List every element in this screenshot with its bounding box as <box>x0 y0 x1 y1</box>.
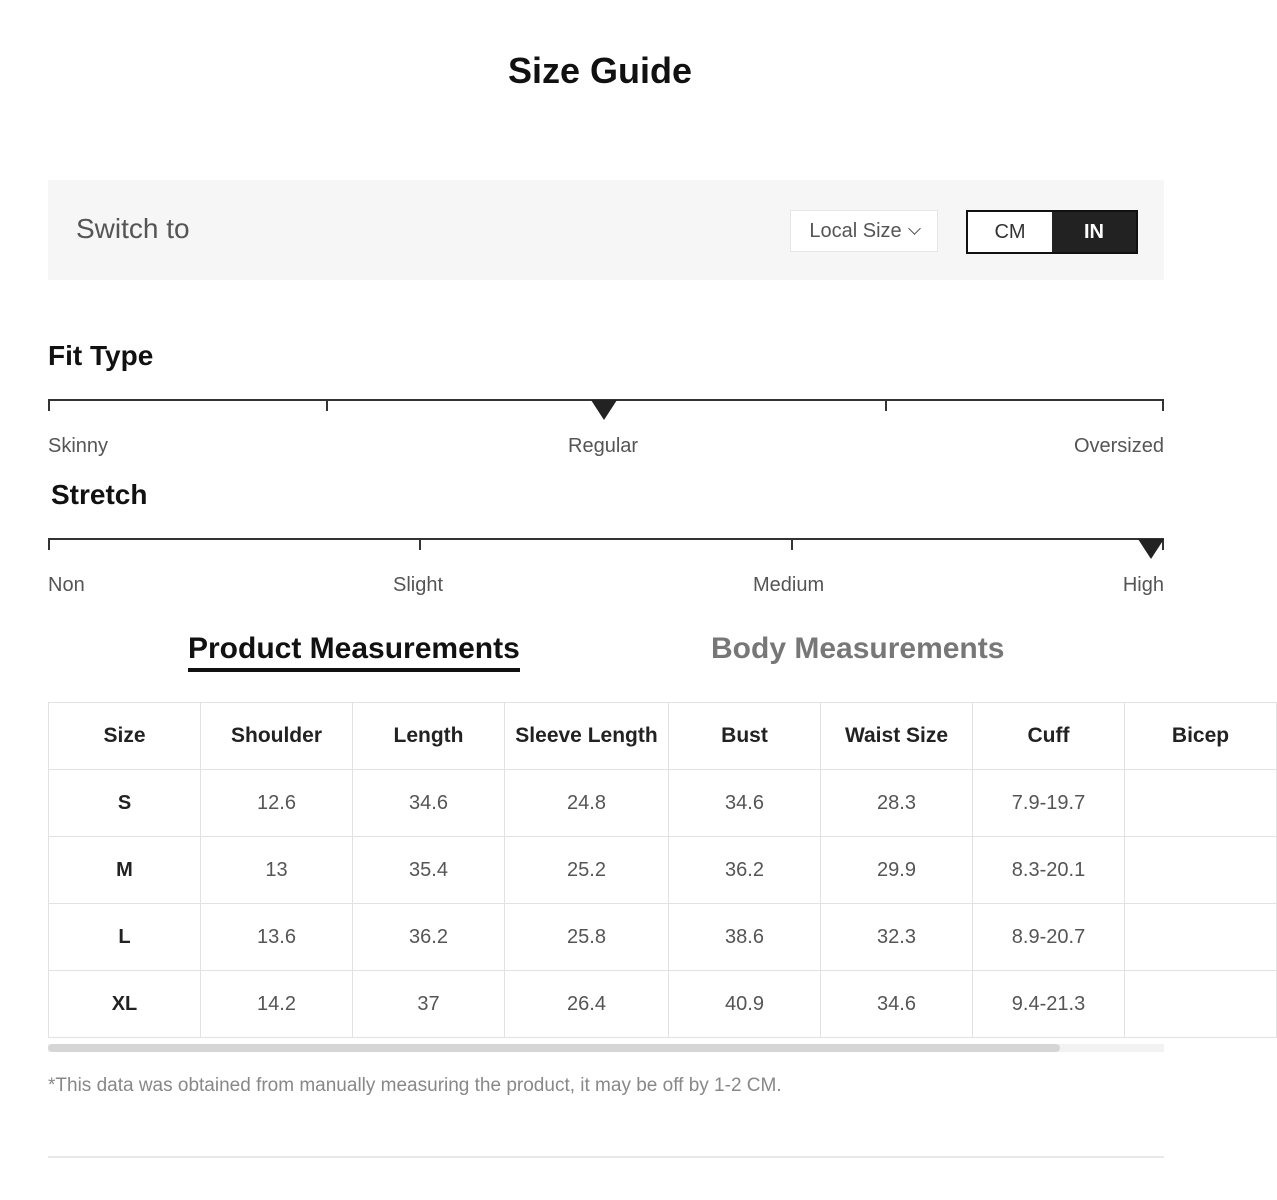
fit-type-label: Fit Type <box>48 340 154 371</box>
fit-level-oversized: Oversized <box>1073 435 1164 457</box>
stretch-scale <box>48 538 1164 598</box>
table-cell <box>1125 837 1277 904</box>
table-cell: XL <box>49 971 201 1038</box>
col-header-sleeve-length: Sleeve Length <box>505 703 669 770</box>
stretch-level-high: High <box>1122 574 1164 596</box>
stretch-label: Stretch <box>51 479 148 510</box>
table-cell: 8.9-20.7 <box>973 904 1125 971</box>
stretch-scale-line <box>48 538 1164 540</box>
table-cell: M <box>49 837 201 904</box>
table-cell: 25.2 <box>505 837 669 904</box>
table-cell: 36.2 <box>669 837 821 904</box>
switch-label: Switch to <box>76 213 190 244</box>
stretch-level-medium: Medium <box>753 574 825 596</box>
stretch-tick <box>791 538 793 550</box>
table-cell: 9.4-21.3 <box>973 971 1125 1038</box>
table-row <box>49 837 1277 904</box>
col-header-bust: Bust <box>669 703 821 770</box>
fit-level-regular: Regular <box>568 435 639 457</box>
table-cell: 32.3 <box>821 904 973 971</box>
fit-type-scale <box>48 399 1164 459</box>
table-cell: 34.6 <box>821 971 973 1038</box>
table-row <box>49 904 1277 971</box>
col-header-size: Size <box>49 703 201 770</box>
table-cell: 13 <box>201 837 353 904</box>
stretch-tick <box>419 538 421 550</box>
table-cell: L <box>49 904 201 971</box>
table-cell: 13.6 <box>201 904 353 971</box>
table-cell <box>1125 971 1277 1038</box>
table-cell: 34.6 <box>353 770 505 837</box>
table-cell: 7.9-19.7 <box>973 770 1125 837</box>
table-cell: 26.4 <box>505 971 669 1038</box>
fit-type-tick <box>326 399 328 411</box>
fit-level-skinny: Skinny <box>48 435 109 457</box>
measurement-table-container[interactable] <box>48 702 1230 1042</box>
table-cell: 8.3-20.1 <box>973 837 1125 904</box>
chevron-down-icon <box>908 222 921 235</box>
table-cell: 36.2 <box>353 904 505 971</box>
page-title: Size Guide <box>507 50 693 91</box>
unit-switch-bar <box>48 180 1164 280</box>
unit-in-button[interactable]: IN <box>1052 212 1136 252</box>
table-cell: 24.8 <box>505 770 669 837</box>
table-cell: 12.6 <box>201 770 353 837</box>
stretch-level-non: Non <box>48 574 85 596</box>
table-cell: 38.6 <box>669 904 821 971</box>
table-cell: 29.9 <box>821 837 973 904</box>
table-header-row <box>49 703 1277 770</box>
table-cell: 25.8 <box>505 904 669 971</box>
bottom-divider <box>48 1156 1164 1158</box>
table-cell: 35.4 <box>353 837 505 904</box>
table-cell: 37 <box>353 971 505 1038</box>
unit-cm-button[interactable]: CM <box>968 212 1052 252</box>
scrollbar-thumb[interactable] <box>48 1044 1060 1052</box>
table-cell: S <box>49 770 201 837</box>
stretch-tick <box>48 538 50 550</box>
local-size-label: Local Size <box>809 219 902 242</box>
local-size-dropdown[interactable] <box>790 210 938 252</box>
stretch-level-slight: Slight <box>393 574 444 596</box>
table-cell: 34.6 <box>669 770 821 837</box>
col-header-shoulder: Shoulder <box>201 703 353 770</box>
col-header-bicep: Bicep <box>1125 703 1277 770</box>
col-header-cuff: Cuff <box>973 703 1125 770</box>
fit-type-marker-icon <box>591 400 617 420</box>
table-row <box>49 770 1277 837</box>
stretch-marker-icon <box>1138 539 1164 559</box>
table-cell <box>1125 904 1277 971</box>
tab-product-measurements[interactable]: Product Measurements <box>188 632 520 665</box>
measurement-note: *This data was obtained from manually measuring the product, it may be off by 1-2 CM. <box>48 1075 782 1096</box>
table-cell <box>1125 770 1277 837</box>
table-cell: 28.3 <box>821 770 973 837</box>
fit-type-tick <box>885 399 887 411</box>
unit-toggle <box>966 210 1138 254</box>
col-header-waist-size: Waist Size <box>821 703 973 770</box>
measurement-table <box>48 702 1277 1038</box>
tab-body-measurements[interactable]: Body Measurements <box>711 632 1005 665</box>
table-cell: 40.9 <box>669 971 821 1038</box>
table-cell: 14.2 <box>201 971 353 1038</box>
col-header-length: Length <box>353 703 505 770</box>
fit-type-tick <box>48 399 50 411</box>
table-scrollbar[interactable] <box>48 1044 1164 1052</box>
fit-type-tick <box>1162 399 1164 411</box>
table-row <box>49 971 1277 1038</box>
